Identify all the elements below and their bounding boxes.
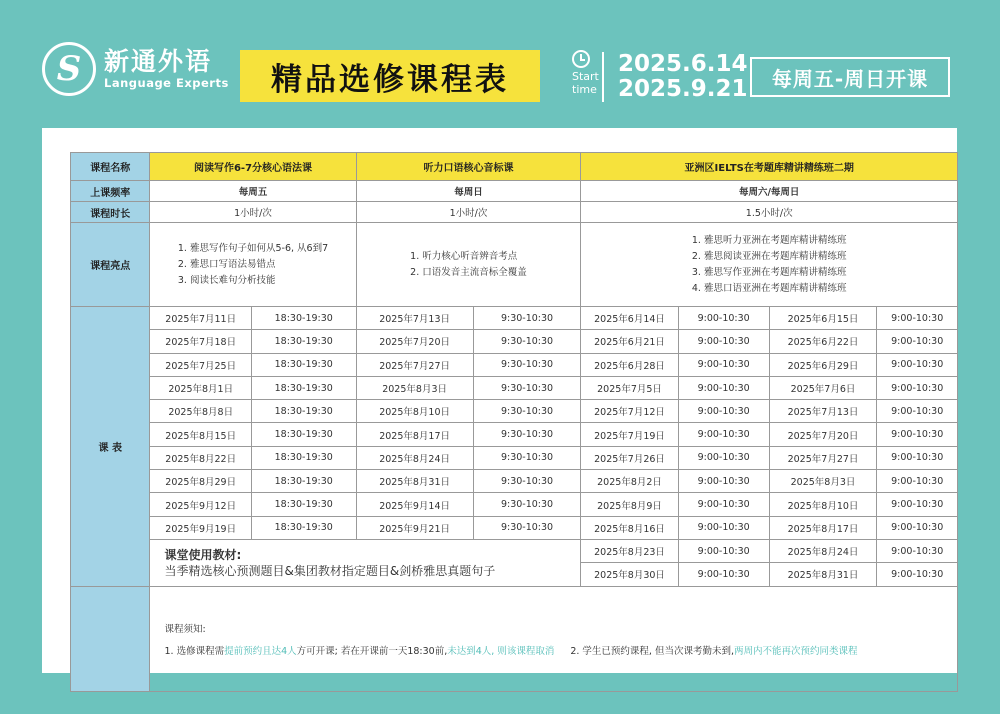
schedule-date: 2025年6月21日 <box>581 330 678 353</box>
schedule-time: 18:30-19:30 <box>251 493 356 516</box>
schedule-time: 18:30-19:30 <box>251 516 356 539</box>
schedule-time: 9:00-10:30 <box>877 400 958 423</box>
schedule-time: 18:30-19:30 <box>251 307 356 330</box>
highlights-row <box>71 223 958 307</box>
notes-body <box>164 643 943 657</box>
course-name: 听力口语核心音标课 <box>356 153 581 181</box>
schedule-time: 9:00-10:30 <box>678 307 769 330</box>
schedule-date: 2025年7月27日 <box>356 353 473 376</box>
note-text: 1. 选修课程需 <box>164 645 225 657</box>
schedule-time: 9:00-10:30 <box>877 330 958 353</box>
note-text: 方可开课; 若在开课前一天18:30前, <box>296 645 448 657</box>
highlight-item: 3. 雅思写作亚洲在考题库精讲精练班 <box>691 266 847 278</box>
highlight-item: 1. 雅思听力亚洲在考题库精讲精练班 <box>691 234 847 246</box>
start-date: 2025.6.14 <box>618 51 748 77</box>
course-freq: 每周日 <box>356 181 581 202</box>
schedule-time: 9:30-10:30 <box>473 307 581 330</box>
highlight-item: 3. 阅读长难句分析技能 <box>177 274 276 286</box>
schedule-time: 9:00-10:30 <box>678 470 769 493</box>
schedule-time: 9:30-10:30 <box>473 330 581 353</box>
schedule-time: 9:00-10:30 <box>678 400 769 423</box>
row-label-highlights: 课程亮点 <box>71 223 150 307</box>
notes-row <box>71 586 958 691</box>
schedule-row <box>71 330 958 353</box>
schedule-date: 2025年7月6日 <box>769 376 877 399</box>
schedule-time: 9:00-10:30 <box>678 446 769 469</box>
schedule-time: 9:00-10:30 <box>877 470 958 493</box>
brand-name-cn: 新通外语 <box>104 47 213 76</box>
course-freq: 每周五 <box>150 181 356 202</box>
schedule-time: 9:00-10:30 <box>877 539 958 562</box>
schedule-date: 2025年8月30日 <box>581 563 678 586</box>
schedule-time: 9:30-10:30 <box>473 516 581 539</box>
schedule-time: 18:30-19:30 <box>251 470 356 493</box>
start-label: Start <box>572 70 599 83</box>
course-duration: 1小时/次 <box>150 202 356 223</box>
highlight-item: 2. 雅思口写语法易错点 <box>177 258 276 270</box>
brand-name-en: Language Experts <box>104 76 229 90</box>
schedule-row <box>71 400 958 423</box>
schedule-time: 9:00-10:30 <box>678 423 769 446</box>
row-label-schedule: 课 表 <box>71 307 150 587</box>
schedule-time: 9:30-10:30 <box>473 446 581 469</box>
highlight-item: 2. 雅思阅读亚洲在考题库精讲精练班 <box>691 250 847 262</box>
materials-title: 课堂使用教材: <box>164 547 242 562</box>
schedule-time: 9:00-10:30 <box>877 376 958 399</box>
course-duration: 1.5小时/次 <box>581 202 958 223</box>
schedule-time: 9:30-10:30 <box>473 376 581 399</box>
page-title: 精品选修课程表 <box>240 50 540 102</box>
brand-logo <box>42 42 229 96</box>
course-name: 亚洲区IELTS在考题库精讲精练班二期 <box>581 153 958 181</box>
schedule-row <box>71 376 958 399</box>
logo-s-icon: S <box>42 42 96 96</box>
schedule-time: 9:00-10:30 <box>678 539 769 562</box>
schedule-row <box>71 353 958 376</box>
course-freq: 每周六/每周日 <box>581 181 958 202</box>
schedule-date: 2025年8月29日 <box>150 470 251 493</box>
schedule-date: 2025年8月3日 <box>769 470 877 493</box>
schedule-time: 9:00-10:30 <box>877 353 958 376</box>
schedule-date: 2025年8月24日 <box>356 446 473 469</box>
schedule-time: 9:00-10:30 <box>678 353 769 376</box>
highlight-item: 1. 听力核心听音辨音考点 <box>410 250 518 262</box>
schedule-row <box>71 446 958 469</box>
highlight-item: 1. 雅思写作句子如何从5-6, 从6到7 <box>177 242 329 254</box>
schedule-time: 9:30-10:30 <box>473 493 581 516</box>
schedule-time: 9:30-10:30 <box>473 423 581 446</box>
schedule-date: 2025年8月23日 <box>581 539 678 562</box>
schedule-date: 2025年7月19日 <box>581 423 678 446</box>
notes-title: 课程须知: <box>164 623 206 635</box>
schedule-date: 2025年7月25日 <box>150 353 251 376</box>
note-highlight: 两周内不能再次预约同类课程 <box>734 645 858 657</box>
materials-cell <box>150 539 581 586</box>
schedule-time: 9:00-10:30 <box>877 493 958 516</box>
notes-cell <box>150 586 958 691</box>
schedule-time: 18:30-19:30 <box>251 400 356 423</box>
course-name-row <box>71 153 958 181</box>
schedule-time: 9:00-10:30 <box>877 423 958 446</box>
schedule-time: 9:00-10:30 <box>678 330 769 353</box>
schedule-row <box>71 307 958 330</box>
schedule-date: 2025年6月29日 <box>769 353 877 376</box>
row-label-duration: 课程时长 <box>71 202 150 223</box>
schedule-time: 9:30-10:30 <box>473 353 581 376</box>
highlight-item: 4. 雅思口语亚洲在考题库精讲精练班 <box>691 282 847 294</box>
schedule-date: 2025年8月10日 <box>769 493 877 516</box>
schedule-date: 2025年7月20日 <box>769 423 877 446</box>
schedule-date: 2025年9月19日 <box>150 516 251 539</box>
schedule-time: 9:00-10:30 <box>877 516 958 539</box>
schedule-date: 2025年8月31日 <box>769 563 877 586</box>
schedule-date: 2025年7月11日 <box>150 307 251 330</box>
schedule-date: 2025年8月16日 <box>581 516 678 539</box>
schedule-time: 18:30-19:30 <box>251 446 356 469</box>
schedule-date: 2025年8月17日 <box>769 516 877 539</box>
schedule-date: 2025年7月27日 <box>769 446 877 469</box>
course-highlights <box>150 223 356 307</box>
schedule-date: 2025年7月20日 <box>356 330 473 353</box>
schedule-time: 9:00-10:30 <box>877 446 958 469</box>
clock-icon <box>572 50 590 68</box>
highlight-item: 2. 口语发音主流音标全覆盖 <box>410 266 527 278</box>
schedule-card <box>42 128 957 673</box>
schedule-row <box>71 423 958 446</box>
schedule-date: 2025年6月15日 <box>769 307 877 330</box>
schedule-date: 2025年6月28日 <box>581 353 678 376</box>
course-duration: 1小时/次 <box>356 202 581 223</box>
schedule-date: 2025年8月17日 <box>356 423 473 446</box>
schedule-time: 9:00-10:30 <box>877 307 958 330</box>
time-label: time <box>572 83 597 96</box>
schedule-time: 9:00-10:30 <box>678 493 769 516</box>
end-date: 2025.9.21 <box>618 76 748 102</box>
schedule-date: 2025年7月18日 <box>150 330 251 353</box>
materials-body: 当季精选核心预测题目&集团教材指定题目&剑桥雅思真题句子 <box>164 563 496 578</box>
schedule-date: 2025年8月8日 <box>150 400 251 423</box>
schedule-time: 18:30-19:30 <box>251 423 356 446</box>
row-label-name: 课程名称 <box>71 153 150 181</box>
row-label-freq: 上课频率 <box>71 181 150 202</box>
schedule-time: 18:30-19:30 <box>251 330 356 353</box>
schedule-date: 2025年7月5日 <box>581 376 678 399</box>
schedule-time: 9:00-10:30 <box>678 516 769 539</box>
course-highlights <box>581 223 958 307</box>
schedule-time: 18:30-19:30 <box>251 353 356 376</box>
note-highlight: 提前预约且达4人 <box>224 645 297 657</box>
duration-row <box>71 202 958 223</box>
schedule-date: 2025年8月9日 <box>581 493 678 516</box>
frequency-row <box>71 181 958 202</box>
schedule-time: 9:00-10:30 <box>678 376 769 399</box>
schedule-date: 2025年8月1日 <box>150 376 251 399</box>
schedule-date: 2025年7月13日 <box>769 400 877 423</box>
schedule-date: 2025年7月26日 <box>581 446 678 469</box>
schedule-row <box>71 493 958 516</box>
schedule-date: 2025年8月2日 <box>581 470 678 493</box>
schedule-date: 2025年9月12日 <box>150 493 251 516</box>
schedule-time: 18:30-19:30 <box>251 376 356 399</box>
weekday-banner: 每周五-周日开课 <box>750 57 950 97</box>
course-highlights <box>356 223 581 307</box>
notes-label-cell <box>71 586 150 691</box>
schedule-date: 2025年9月14日 <box>356 493 473 516</box>
schedule-time: 9:00-10:30 <box>678 563 769 586</box>
schedule-date: 2025年8月15日 <box>150 423 251 446</box>
course-name: 阅读写作6-7分核心语法课 <box>150 153 356 181</box>
schedule-date: 2025年8月3日 <box>356 376 473 399</box>
date-range <box>602 52 748 102</box>
schedule-date: 2025年9月21日 <box>356 516 473 539</box>
note-text: 2. 学生已预约课程, 但当次课考勤未到, <box>570 645 734 657</box>
schedule-time: 9:30-10:30 <box>473 470 581 493</box>
schedule-time: 9:30-10:30 <box>473 400 581 423</box>
schedule-date: 2025年8月24日 <box>769 539 877 562</box>
schedule-row <box>71 516 958 539</box>
schedule-row <box>71 470 958 493</box>
schedule-time: 9:00-10:30 <box>877 563 958 586</box>
schedule-date: 2025年7月12日 <box>581 400 678 423</box>
schedule-date: 2025年6月22日 <box>769 330 877 353</box>
note-highlight: 未达到4人, 则该课程取消 <box>447 645 555 657</box>
schedule-date: 2025年8月22日 <box>150 446 251 469</box>
schedule-date: 2025年6月14日 <box>581 307 678 330</box>
schedule-date: 2025年7月13日 <box>356 307 473 330</box>
schedule-table <box>70 152 958 692</box>
schedule-row <box>71 539 958 562</box>
schedule-date: 2025年8月31日 <box>356 470 473 493</box>
schedule-date: 2025年8月10日 <box>356 400 473 423</box>
